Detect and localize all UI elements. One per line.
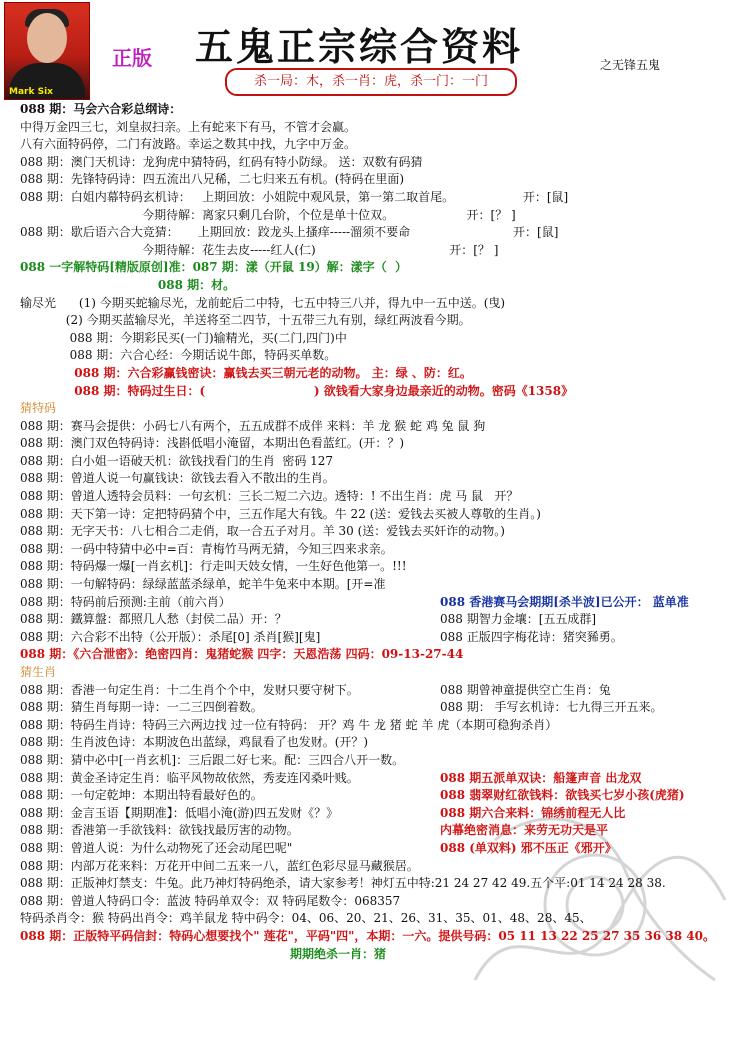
row-left-text: 088 期：曾道人说：为什么动物死了还会动尾巴呢" [20, 840, 293, 855]
text-line: 特码杀肖令：猴 特码出肖令：鸡羊鼠龙 特中码令：04、06、20、21、26、31、35、01、48、28、45、 [20, 911, 592, 926]
section-heading: 猜生肖 [20, 665, 57, 679]
text-line: 088 期：白姐内幕特码玄机诗： 上期回放：小姐院中观风景，第一第二取首尾。 开：[鼠] [20, 189, 569, 204]
text-line: 088 期：六合彩赢钱密诀：赢钱去买三朝元老的动物。 主：绿 、防：红。 [20, 365, 472, 380]
text-line: 088 期：天下第一诗：定把特码猜个中，三五作尾大有钱。牛 22 (送：爱钱去买被人尊敬的生肖。) [20, 506, 541, 521]
page-title: 五鬼正宗综合资料 [195, 24, 524, 69]
text-line: 088 一字解特码[精版原创]准：087 期：漾（开鼠 19）解：漾字（ ） [20, 260, 408, 275]
text-line: 088 期：正版神灯禁支：牛兔。此乃神灯特码绝杀，请大家参考！神灯五中特:21 24 27 42 49.五个平:01 14 24 28 38. [20, 876, 666, 891]
text-row [20, 734, 735, 752]
text-line: 088 期：特码爆一爆[一肖玄机]：行走叫天妓女情，一生好色他第一。!!! [20, 559, 407, 574]
content-body [20, 101, 735, 963]
row-left-text: 088 期：猜生肖每期一诗：一二三四倒着数。 [20, 700, 263, 715]
text-row [20, 752, 735, 770]
row-right-text: 088 (单双料) 邪不压正《邪开》 [440, 840, 617, 855]
text-row [20, 717, 735, 735]
text-row [20, 594, 735, 612]
text-line: 088 期：材。 [20, 277, 236, 292]
row-right-text: 088 期五派单双诀：船篷声音 出龙双 [440, 770, 642, 785]
row-right-text: 088 期智力金壤：[五五成群] [440, 612, 597, 627]
text-row [20, 699, 735, 717]
text-line: 088 期：先锋特码诗：四五流出八兄稀，二七归来五有机。(特码在里面) [20, 172, 405, 187]
author-photo [4, 2, 90, 100]
text-line: 输尽光 (1) 今期买蛇输尽光，龙前蛇后二中特，七五中特三八并，得九中一五中送。(曳) [20, 295, 506, 310]
text-line: 猜特码 [20, 401, 57, 416]
row-left-text: 088 期：生肖波色诗：本期波色出蓝绿，鸡鼠看了也发财。(开？) [20, 735, 369, 750]
text-row [20, 629, 735, 647]
row-left-text: 088 期：黄金圣诗定生肖：临平风物故依然，秀麦连冈桑叶贱。 [20, 770, 359, 785]
row-left-text: 088 期：金言玉语【期期准】：低唱小淹(游)四五发财《？》 [20, 805, 339, 820]
text-line: 088 期：内部万花来料：万花开中间二五来一八，蓝红色彩尽显马藏猴居。 [20, 858, 419, 873]
kill-banner: 杀一局：木，杀一肖：虎，杀一门：一门 [225, 68, 517, 96]
text-line: 今期待解：离家只剩几台阶，个位是单十位双。 开：[？ ] [20, 207, 516, 222]
text-line: 088 期：曾道人透特会员料：一句玄机：三长二短二六边。透特：! 不出生肖：虎 马 鼠 开？ [20, 489, 519, 504]
text-line: 088 期：无字天书：八七相合二走俏，取一合五子对月。羊 30 (送：爱钱去买奸诈的动物。) [20, 524, 505, 539]
row-right-text: 088 正版四字梅花诗：猪突豨勇。 [440, 629, 623, 644]
text-row [20, 770, 735, 788]
edition-label: 正版 [112, 46, 152, 70]
text-line: 中得万金四三七，刘皇叔扫亲。上有蛇来下有马，不管才会赢。 [20, 119, 357, 134]
text-row [20, 805, 735, 823]
text-line: 088 期：特码过生日：( ) 欲钱看大家身边最亲近的动物。密码《1358》 [20, 383, 574, 398]
row-left-text: 088 期：猜中必中[一肖玄机]：三后跟二好七来。配：三四合八开一数。 [20, 752, 405, 767]
text-line: 088 期：曾道人说一句赢钱诀：欲钱去看入不散出的生肖。 [20, 471, 335, 486]
secret-line: 088 期：《六合泄密》：绝密四肖：鬼猪蛇猴 四字：天恩浩荡 四码：09-13-27-44 [20, 647, 464, 662]
footer-line: 期期绝杀一肖：猪 [290, 946, 387, 961]
row-right-text: 088 期六合来料：锦绣前程无人比 [440, 805, 626, 820]
text-row [20, 682, 735, 700]
row-left-text: 088 期：香港一句定生肖：十二生肖个个中，发财只要守树下。 [20, 682, 359, 697]
text-line: 088 期：歇后语六合大竞猜： 上期回放：跤龙头上搔痒-----溜须不要命 开：[鼠] [20, 225, 559, 240]
author-label: 之无锋五鬼 [600, 58, 661, 72]
text-line: 088 期：曾道人特码口令：蓝波 特码单双令：双 特码尾数令：068357 [20, 893, 401, 908]
row-right-text: 088 期： 手写玄机诗：七九得三开五来。 [440, 700, 663, 715]
text-line: 八有六面特码停，二门有波路。幸运之数其中找，九字中万金。 [20, 137, 357, 152]
text-row [20, 840, 735, 858]
photo-caption: Mark Six [9, 87, 53, 97]
row-left-text: 088 期：香港第一手欲钱料：欲钱找最厉害的动物。 [20, 823, 299, 838]
text-line: 088 期：六合心经：今期话说牛郎，特码买单数。 [20, 348, 337, 363]
header [0, 0, 743, 100]
text-line: 088 期：一句解特码：绿绿蓝蓝杀绿单，蛇羊牛兔来中本期。[开=准 [20, 577, 386, 592]
text-line: 088 期：澳门双色特码诗：浅斟低唱小淹留，本期出色看蓝红。(开：？) [20, 436, 405, 451]
text-row [20, 611, 735, 629]
row-left-text: 088 期：特码生肖诗：特码三六两边找 过一位有特码： 开？鸡 牛 龙 猪 蛇 羊 虎（本期可稳狗杀肖） [20, 717, 558, 732]
text-line: 088 期：澳门天机诗：龙狗虎中猜特码，红码有特小防绿。 送：双数有码猜 [20, 154, 423, 169]
text-line: 088 期：赛马会提供：小码七八有两个，五五成群不成伴 来料：羊 龙 猴 蛇 鸡 兔 鼠 狗 [20, 418, 486, 433]
text-line: 088 期：正版特平码信封：特码心想要找个" 莲花"，平码"四"，本期：一六。提供号码：05 11 13 22 25 27 35 36 38 40。 [20, 928, 716, 943]
row-left-text: 088 期：特码前后预测:主前（前六肖） [20, 594, 231, 609]
text-line: 088 期：今期彩民买(一门)输精光，买(二门,四门)中 [20, 330, 347, 345]
row-right-text: 内幕绝密消息：来劳无功天是平 [440, 823, 609, 838]
text-line: 088 期：马会六合彩总纲诗： [20, 102, 182, 116]
text-line: 088 期：一码中特猜中必中=百：青梅竹马两无猜，今知三四来求亲。 [20, 541, 393, 556]
row-right-text: 088 香港赛马会期期[杀半波]已公开： 蓝单准 [440, 594, 689, 609]
text-row [20, 787, 735, 805]
row-left-text: 088 期：一句定乾坤：本期出特看最好色的。 [20, 788, 263, 803]
row-left-text: 088 期：鐵算盤：都照几人愁（封侯二品）开：？ [20, 612, 287, 627]
text-line: 088 期：白小姐一语破天机：欲钱找看门的生肖 密码 127 [20, 453, 334, 468]
text-line: 今期待解：花生去皮-----红人(仁) 开：[？ ] [20, 242, 499, 257]
row-right-text: 088 期曾神童提供空亡生肖：兔 [440, 682, 611, 697]
row-left-text: 088 期：六合彩不出特（公开版）：杀尾[0] 杀肖[猴][鬼] [20, 629, 321, 644]
text-line: (2) 今期买蓝输尽光，羊送将至二四节，十五带三九有别，绿红两波看今期。 [20, 313, 471, 328]
row-right-text: 088 翡翠财红欲钱料：欲钱买七岁小孩(虎猪) [440, 788, 685, 803]
text-row [20, 822, 735, 840]
